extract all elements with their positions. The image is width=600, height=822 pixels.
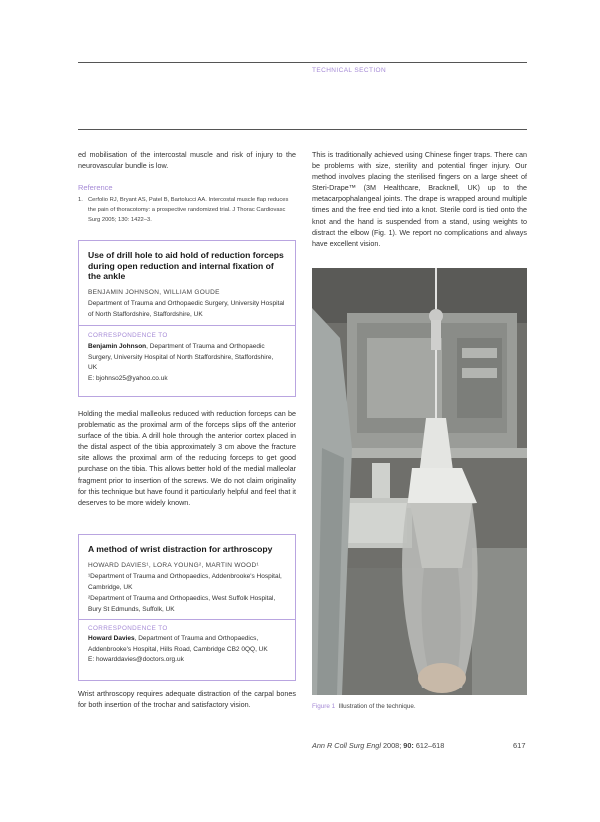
journal-pages: 612–618 [415,741,445,750]
figure1-caption-text: Illustration of the technique. [338,703,416,710]
article2-title: A method of wrist distraction for arthroscopy [88,544,273,554]
continuation-paragraph: ed mobilisation of the intercostal muscle and risk of injury to the neurovascular bundle is low. [78,150,296,171]
reference-heading: Reference [78,183,113,192]
journal-name: Ann R Coll Surg Engl [312,741,381,750]
article2-body-start: Wrist arthroscopy requires adequate distraction of the carpal bones for both insertion of the trochar and satisfactory vision. [78,689,296,710]
article2-box [78,534,296,681]
article2-affiliation-1: ¹Department of Trauma and Orthopaedics, Addenbrooke's Hospital, Cambridge, UK [88,573,282,591]
article1-box [78,240,296,397]
article1-affiliation: Department of Trauma and Orthopaedic Surgery, University Hospital of North Staffordshire, Staffordshire, UK [88,300,285,318]
article2-affiliation-2: ²Department of Trauma and Orthopaedics, West Suffolk Hospital, Bury St Edmunds, Suffolk, UK [88,595,276,613]
article1-correspondence-heading: CORRESPONDENCE TO [88,332,168,339]
article2-divider [79,619,295,620]
article2-body-continued: This is traditionally achieved using Chinese finger traps. There can be problems with size, sterility and potential finger injury. Our method involves placing the sterilised fingers on a large sheet of Steri-Drape™ (3M Healthcare, Bracknell, UK) up to the metacarpophalangeal joints. The drape is wrapped around multiple times and the free end tied into a knot. Sterile cord is tied onto the knot and the hand is suspended from a stand, using weights to distract the elbow (Fig. 1). We report no complications and always have excellent vision. [312,150,527,248]
reference-number: 1. [78,197,83,203]
article1-email[interactable]: E: bjohnso25@yahoo.co.uk [88,374,168,382]
figure1-photo [312,268,527,695]
journal-volume: 90: [403,741,414,750]
article2-email[interactable]: E: howarddavies@doctors.org.uk [88,656,184,664]
article2-authors: HOWARD DAVIES¹, LORA YOUNG², MARTIN WOOD¹ [88,562,259,569]
article2-correspondence-address: , Department of Trauma and Orthopaedics, Addenbrooke's Hospital, Hills Road, Cambridge CB2 0QQ, UK [88,635,268,653]
article2-correspondence-heading: CORRESPONDENCE TO [88,625,168,632]
top-rule [78,62,527,63]
article1-divider [79,325,295,326]
page-number: 617 [513,741,526,750]
reference-text: Cerfolio RJ, Bryant AS, Patel B, Bartolucci AA. Intercostal muscle flap reduces the pain of thoracotomy: a prospective randomized trial. J Thorac Cardiovasc Surg 2005; 130: 1422–3. [88,197,289,223]
article2-correspondence [88,634,288,666]
article1-title: Use of drill hole to aid hold of reduction forceps during open reduction and internal fixation of the ankle [88,250,284,281]
article1-body: Holding the medial malleolus reduced with reduction forceps can be problematic as the proximal arm of the forceps slips off the anterior surface of the tibia. A drill hole through the anterior cortex placed in the distal aspect of the tibia approximately 3 cm above the fracture site allows the proximal arm of the reducing forceps to get good purchase on the tibia. This allows better hold of the medial malleolar fragment prior to insertion of the screws. We do not claim originality for this technique but have found it particularly helpful and feel that it deserves to be more widely known. [78,409,296,507]
article1-correspondence [88,342,283,384]
journal-citation [312,741,444,750]
header-rule [78,129,527,130]
article1-correspondence-name: Benjamin Johnson [88,343,147,350]
article1-correspondence-address: , Department of Trauma and Orthopaedic Surgery, University Hospital of North Staffordshire, Staffordshire, UK [88,343,274,372]
figure1-label: Figure 1 [312,703,336,710]
reference-item [78,195,293,225]
article2-correspondence-name: Howard Davies [88,635,135,642]
section-label: TECHNICAL SECTION [312,67,387,74]
figure1-caption [312,703,416,710]
article1-authors: BENJAMIN JOHNSON, WILLIAM GOUDE [88,289,220,296]
journal-year: 2008; [382,741,402,750]
